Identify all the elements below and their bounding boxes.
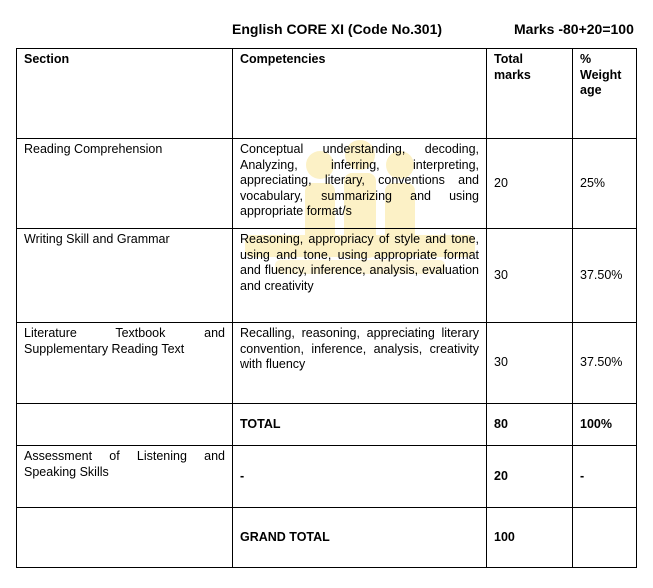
row-competencies: Recalling, reasoning, appreciating literary convention, inference, analysis, creativity with fluency <box>233 323 487 404</box>
row-weight: 37.50% <box>573 229 637 323</box>
grand-total-row <box>17 508 637 568</box>
assessment-competencies: - <box>233 446 487 508</box>
assessment-row <box>17 446 637 508</box>
grand-total-weight-empty <box>573 508 637 568</box>
grand-total-label: GRAND TOTAL <box>233 508 487 568</box>
grand-total-empty-cell <box>17 508 233 568</box>
row-marks: 20 <box>487 139 573 229</box>
row-competencies: Conceptual understanding, decoding, Analyzing, inferring, interpreting, appreciating, literary, conventions and vocabulary, summarizing and using appropriate format/s <box>233 139 487 229</box>
grand-total-marks: 100 <box>487 508 573 568</box>
header-total-marks: Total marks <box>487 49 573 139</box>
row-section: Literature Textbook and Supplementary Reading Text <box>17 323 233 404</box>
table-row <box>17 139 637 229</box>
total-marks: 80 <box>487 404 573 446</box>
table-row <box>17 229 637 323</box>
table-row <box>17 323 637 404</box>
total-empty-cell <box>17 404 233 446</box>
row-section: Writing Skill and Grammar <box>17 229 233 323</box>
header-section: Section <box>17 49 233 139</box>
assessment-marks: 20 <box>487 446 573 508</box>
marks-distribution-table <box>16 48 637 568</box>
table-header-row <box>17 49 637 139</box>
row-weight: 25% <box>573 139 637 229</box>
row-competencies: Reasoning, appropriacy of style and tone, using and tone, using appropriate format and fluency, inference, analysis, evaluation and creativity <box>233 229 487 323</box>
header-competencies: Competencies <box>233 49 487 139</box>
row-section: Reading Comprehension <box>17 139 233 229</box>
document-header <box>0 21 653 41</box>
header-weightage: % Weight age <box>573 49 637 139</box>
document-title: English CORE XI (Code No.301) <box>232 21 443 37</box>
total-weight: 100% <box>573 404 637 446</box>
total-row <box>17 404 637 446</box>
marks-summary: Marks -80+20=100 <box>514 21 634 37</box>
assessment-section: Assessment of Listening and Speaking Skills <box>17 446 233 508</box>
row-weight: 37.50% <box>573 323 637 404</box>
row-marks: 30 <box>487 323 573 404</box>
row-marks: 30 <box>487 229 573 323</box>
assessment-weight: - <box>573 446 637 508</box>
total-label: TOTAL <box>233 404 487 446</box>
